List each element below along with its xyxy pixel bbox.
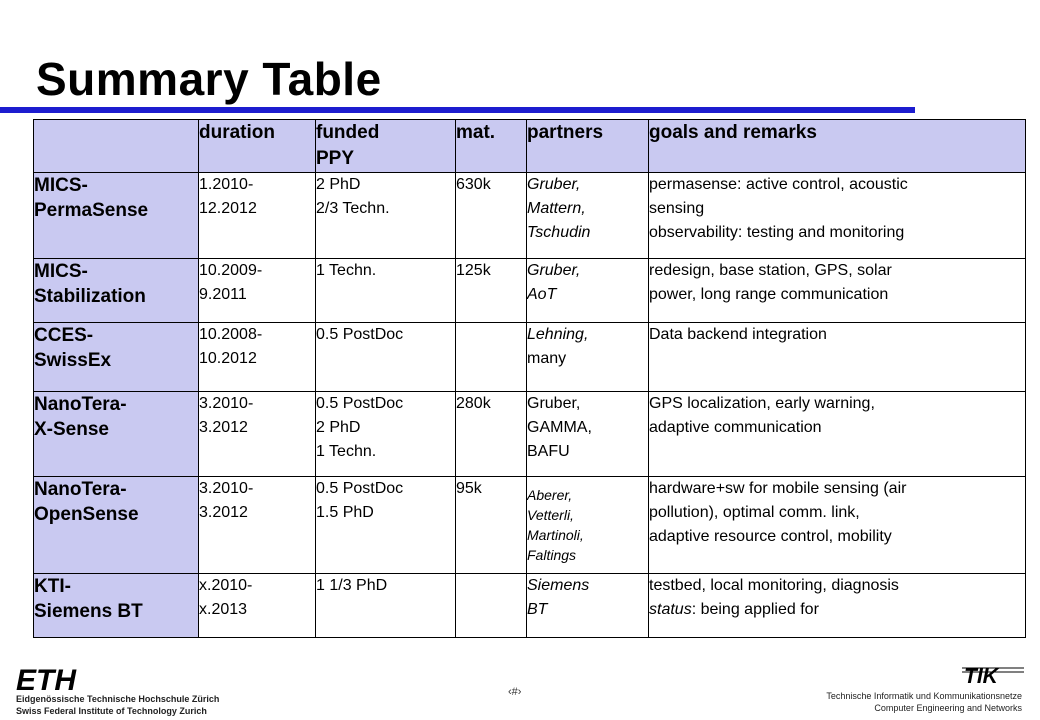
duration-cell: x.2010- x.2013 [199,574,316,638]
mat-cell: 630k [456,173,527,259]
tik-logo-text: TIK [964,665,998,686]
duration-cell: 10.2008- 10.2012 [199,323,316,392]
page-number: ‹#› [508,686,522,698]
table-row [34,323,1026,392]
duration-cell: 1.2010- 12.2012 [199,173,316,259]
funded-cell: 0.5 PostDoc [316,323,456,392]
header-funded-ppy: funded PPY [316,120,456,173]
eth-logo-text: ETH [16,664,76,697]
tik-institution-text: Technische Informatik und Kommunikationsnetze Computer Engineering and Networks [826,691,1022,713]
funded-cell: 0.5 PostDoc 1.5 PhD [316,477,456,574]
goals-cell: GPS localization, early warning, adaptive communication [649,392,1026,477]
summary-table [33,119,1026,638]
header-duration: duration [199,120,316,173]
title-underline [0,107,915,113]
project-cell: NanoTera- X-Sense [34,392,199,477]
goals-cell: permasense: active control, acoustic sensing observability: testing and monitoring [649,173,1026,259]
table-row [34,574,1026,638]
goals-cell: testbed, local monitoring, diagnosis status: being applied for [649,574,1026,638]
slide-title: Summary Table [36,53,382,105]
goals-cell: Data backend integration [649,323,1026,392]
funded-cell: 1 1/3 PhD [316,574,456,638]
tik-logo [962,664,1026,686]
header-goals-and-remarks: goals and remarks [649,120,1026,173]
table-row [34,173,1026,259]
project-cell: KTI- Siemens BT [34,574,199,638]
duration-cell: 10.2009- 9.2011 [199,259,316,323]
funded-cell: 0.5 PostDoc 2 PhD 1 Techn. [316,392,456,477]
goals-cell: redesign, base station, GPS, solar power, long range communication [649,259,1026,323]
partners-cell: Aberer, Vetterli, Martinoli, Faltings [527,477,649,574]
project-cell: MICS- PermaSense [34,173,199,259]
goals-cell: hardware+sw for mobile sensing (air pollution), optimal comm. link, adaptive resource control, mobility [649,477,1026,574]
table-row [34,259,1026,323]
project-cell: MICS- Stabilization [34,259,199,323]
funded-cell: 1 Techn. [316,259,456,323]
partners-cell: Gruber, AoT [527,259,649,323]
partners-cell: Siemens BT [527,574,649,638]
header-mat: mat. [456,120,527,173]
duration-cell: 3.2010- 3.2012 [199,392,316,477]
table-row [34,392,1026,477]
status-text: : being applied for [691,601,819,618]
partners-cell: Lehning, many [527,323,649,392]
mat-cell [456,574,527,638]
eth-institution-text: Eidgenössische Technische Hochschule Zürich Swiss Federal Institute of Technology Zurich [16,694,220,716]
table-row [34,477,1026,574]
duration-cell: 3.2010- 3.2012 [199,477,316,574]
project-cell: CCES- SwissEx [34,323,199,392]
table-header-row [34,120,1026,173]
funded-cell: 2 PhD 2/3 Techn. [316,173,456,259]
header-partners: partners [527,120,649,173]
mat-cell: 125k [456,259,527,323]
header-corner-cell [34,120,199,173]
partners-cell: Gruber, GAMMA, BAFU [527,392,649,477]
mat-cell [456,323,527,392]
mat-cell: 280k [456,392,527,477]
mat-cell: 95k [456,477,527,574]
project-cell: NanoTera- OpenSense [34,477,199,574]
status-label: status [649,601,692,618]
partners-cell: Gruber, Mattern, Tschudin [527,173,649,259]
